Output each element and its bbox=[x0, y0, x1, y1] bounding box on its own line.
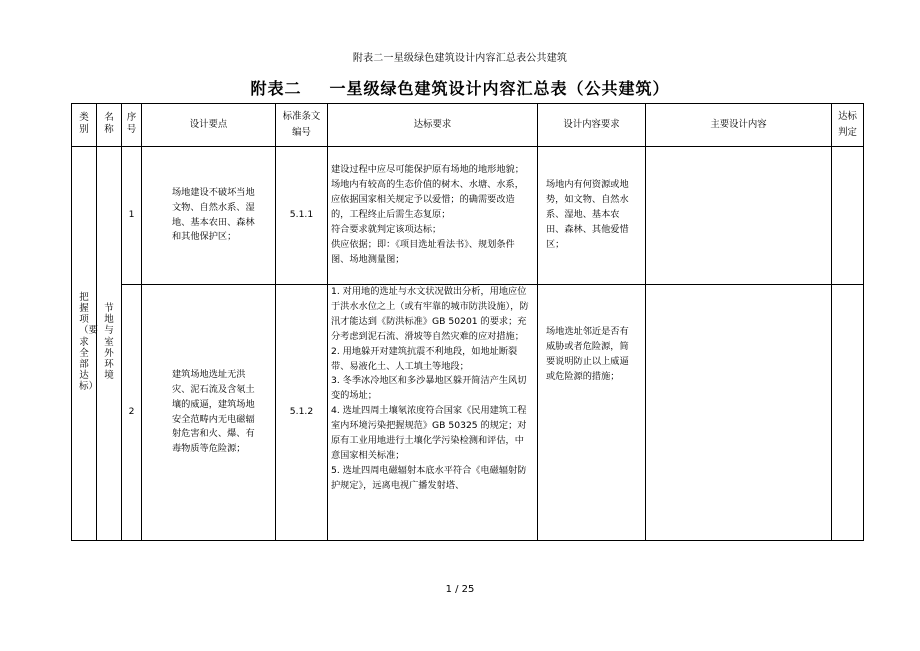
running-header: 附表二一星级绿色建筑设计内容汇总表公共建筑 bbox=[352, 53, 568, 64]
design-content-req-cell: 场地选址邻近是否有威胁或者危险源，简要说明防止以上威逼或危险源的措施； bbox=[538, 285, 646, 541]
name-cell: 节地与室外环境 bbox=[97, 147, 122, 541]
table-row bbox=[72, 285, 864, 541]
category-cell: 把握项（要求全部达标） bbox=[72, 147, 97, 541]
header-category: 类别 bbox=[72, 104, 97, 147]
header-main-design-content: 主要设计内容 bbox=[646, 104, 832, 147]
title-main: 一星级绿色建筑设计内容汇总表（公共建筑） bbox=[329, 79, 670, 98]
page-title bbox=[0, 76, 920, 99]
std-no-cell: 5.1.2 bbox=[276, 285, 328, 541]
header-requirements: 达标要求 bbox=[328, 104, 538, 147]
page-number: 1 / 25 bbox=[445, 584, 475, 595]
std-no-cell: 5.1.1 bbox=[276, 147, 328, 285]
header-name: 名称 bbox=[97, 104, 122, 147]
design-content-table bbox=[71, 103, 864, 541]
title-prefix: 附表二 bbox=[250, 79, 302, 98]
header-design-points: 设计要点 bbox=[142, 104, 276, 147]
judgement-cell bbox=[832, 285, 864, 541]
main-design-content-cell bbox=[646, 147, 832, 285]
judgement-cell bbox=[832, 147, 864, 285]
requirements-cell: 1. 对用地的选址与水文状况做出分析，用地应位于洪水水位之上（或有牢靠的城市防洪设施），防汛才能达到《防洪标准》GB 50201 的要求；充分考虑到泥石流、滑坡等自然灾难的应对措施； 2. 用地躲开对建筑抗震不利地段，如地址断裂带、易液化土、人工填土等地段； 3. 冬季冰冷地区和多沙暴地区躲开简洁产生风切变的场址； 4. 选址四周土壤氡浓度符合国家《民用建筑工程室内环境污染把握规范》GB 50325 的规定；对原有工业用地进行土壤化学污染检测和评估，中意国家相关标准； 5. 选址四周电磁辐射本底水平符合《电磁辐射防护规定》，远离电视广播发射塔、 bbox=[328, 285, 538, 541]
design-points-cell: 场地建设不破坏当地文物、自然水系、湿地、基本农田、森林和其他保护区； bbox=[142, 147, 276, 285]
header-design-content-req: 设计内容要求 bbox=[538, 104, 646, 147]
design-content-req-cell: 场地内有何资源或地势，如文物、自然水系、湿地、基本农田、森林、其他爱惜区； bbox=[538, 147, 646, 285]
header-std-no: 标准条文编号 bbox=[276, 104, 328, 147]
seq-cell: 1 bbox=[122, 147, 142, 285]
seq-cell: 2 bbox=[122, 285, 142, 541]
design-points-cell: 建筑场地选址无洪灾、泥石流及含氡土壤的威逼，建筑场地安全范畴内无电磁辐射危害和火、爆、有毒物质等危险源； bbox=[142, 285, 276, 541]
table-row bbox=[72, 147, 864, 285]
header-judgement: 达标判定 bbox=[832, 104, 864, 147]
table-header-row bbox=[72, 104, 864, 147]
header-seq: 序号 bbox=[122, 104, 142, 147]
requirements-cell: 建设过程中应尽可能保护原有场地的地形地貌；场地内有较高的生态价值的树木、水塘、水系，应依据国家相关规定予以爱惜；的确需要改造的，工程终止后需生态复原； 符合要求就判定该项达标； 供应依据；即：《项目选址看法书》、规划条件图、场地测量图； bbox=[328, 147, 538, 285]
main-design-content-cell bbox=[646, 285, 832, 541]
